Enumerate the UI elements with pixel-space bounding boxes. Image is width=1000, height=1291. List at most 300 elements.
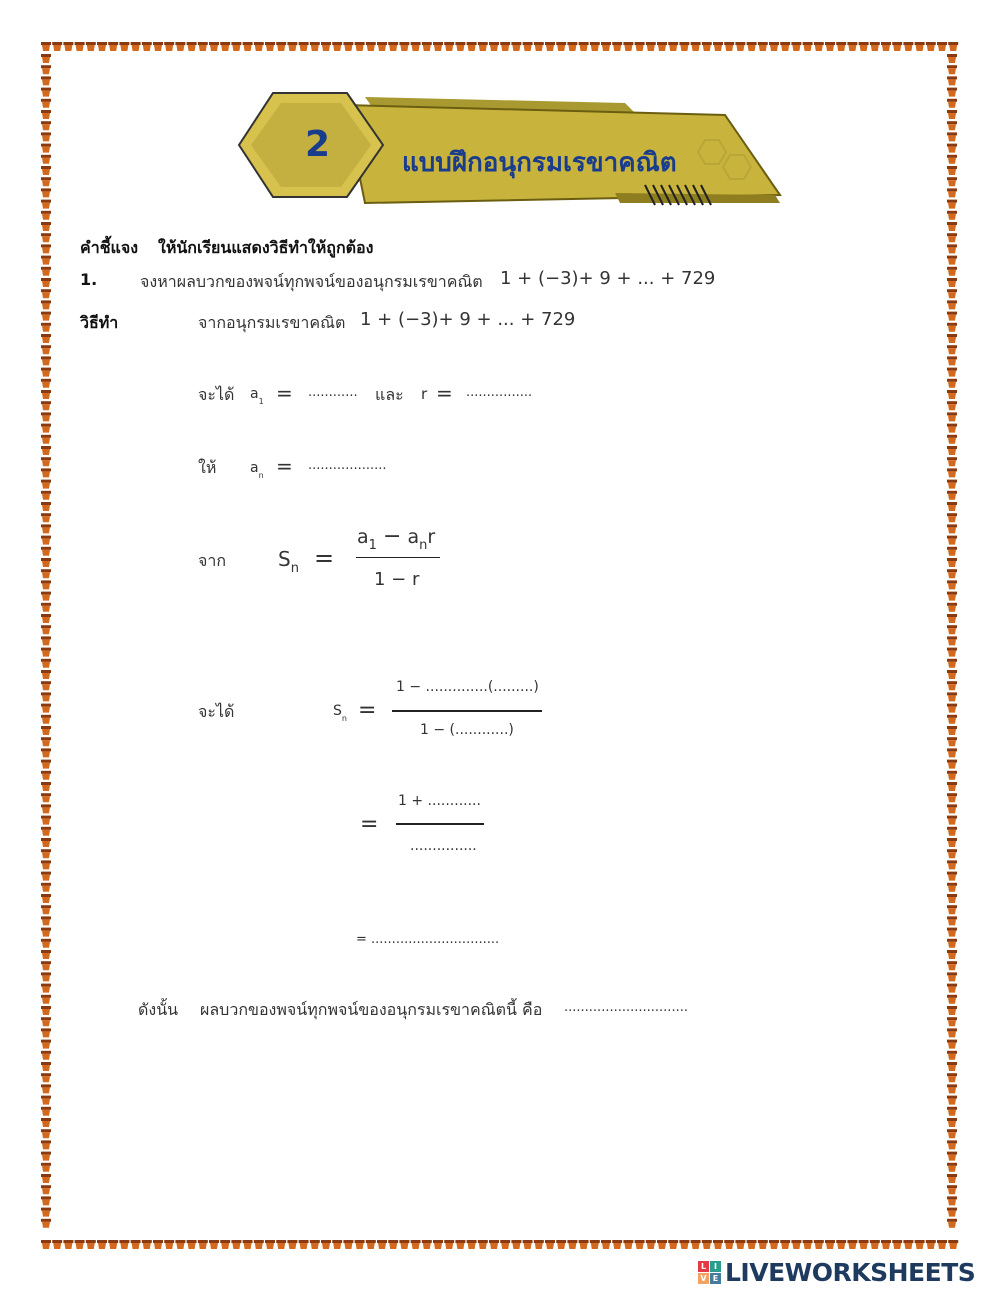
banner-number: 2 [305, 124, 331, 165]
border-pot-icon [635, 42, 645, 51]
border-pot-icon [947, 121, 957, 130]
border-pot-icon [41, 278, 51, 287]
border-pot-icon [41, 961, 51, 970]
border-pot-icon [590, 42, 600, 51]
border-pot-icon [41, 267, 51, 276]
border-pot-icon [41, 580, 51, 589]
border-pot-icon [691, 1240, 701, 1249]
and-text: และ [375, 385, 404, 404]
border-pot-icon [220, 1240, 230, 1249]
border-pot-icon [947, 872, 957, 881]
formula-fraction-bar [356, 557, 440, 558]
from-label: จาก [198, 551, 227, 570]
border-pot-icon [41, 121, 51, 130]
border-pot-icon [265, 1240, 275, 1249]
border-pot-icon [231, 1240, 241, 1249]
border-pot-icon [947, 916, 957, 925]
border-pot-icon [41, 99, 51, 108]
border-pot-icon [41, 1096, 51, 1105]
border-pot-icon [97, 1240, 107, 1249]
step2-numerator[interactable]: 1 + ............ [398, 793, 481, 809]
border-pot-icon [870, 1240, 880, 1249]
border-pot-icon [41, 76, 51, 85]
border-pot-icon [119, 42, 129, 51]
border-pot-icon [220, 42, 230, 51]
border-pot-icon [847, 1240, 857, 1249]
border-pot-icon [947, 1163, 957, 1172]
border-pot-icon [388, 1240, 398, 1249]
let-label: ให้ [198, 458, 217, 477]
border-pot-icon [299, 42, 309, 51]
logo-icon [698, 1261, 721, 1284]
border-pot-icon [881, 1240, 891, 1249]
border-pot-icon [41, 88, 51, 97]
border-pot-icon [41, 547, 51, 556]
step1-numerator[interactable]: 1 − ..............(.........) [396, 679, 539, 695]
num-b-sub: n [419, 538, 428, 553]
border-pot-icon [836, 42, 846, 51]
border-pot-icon [399, 42, 409, 51]
border-pot-icon [947, 748, 957, 757]
border-pot-icon [41, 737, 51, 746]
border-pot-icon [41, 65, 51, 74]
border-pot-icon [947, 334, 957, 343]
border-pot-icon [646, 1240, 656, 1249]
border-pot-icon [534, 1240, 544, 1249]
border-pot-icon [433, 1240, 443, 1249]
border-pot-icon [947, 681, 957, 690]
border-pot-icon [947, 88, 957, 97]
border-pot-icon [164, 1240, 174, 1249]
border-pot-icon [41, 883, 51, 892]
border-pot-icon [187, 1240, 197, 1249]
border-pot-icon [41, 42, 51, 51]
border-pot-icon [825, 42, 835, 51]
num-a-sub: 1 [368, 538, 377, 553]
instruction-label: คำชี้แจง [80, 238, 139, 257]
border-pot-icon [947, 345, 957, 354]
border-pot-icon [119, 1240, 129, 1249]
border-pot-icon [881, 42, 891, 51]
border-pot-icon [444, 42, 454, 51]
border-pot-icon [947, 648, 957, 657]
border-pot-icon [41, 681, 51, 690]
border-pot-icon [947, 491, 957, 500]
border-pot-icon [579, 1240, 589, 1249]
border-pot-icon [63, 42, 73, 51]
border-pot-icon [947, 760, 957, 769]
border-pot-icon [769, 1240, 779, 1249]
border-pot-icon [947, 76, 957, 85]
border-pot-icon [947, 625, 957, 634]
border-pot-icon [41, 1129, 51, 1138]
logo-letter-i: I [710, 1261, 721, 1272]
border-pot-icon [735, 42, 745, 51]
border-pot-icon [947, 435, 957, 444]
solution-series: 1 + (−3)+ 9 + ... + 729 [360, 309, 576, 330]
border-pot-icon [41, 894, 51, 903]
border-pot-icon [724, 1240, 734, 1249]
border-pot-icon [108, 42, 118, 51]
border-pot-icon [41, 356, 51, 365]
border-pot-icon [41, 771, 51, 780]
border-pot-icon [41, 244, 51, 253]
border-pot-icon [41, 670, 51, 679]
border-pot-icon [500, 1240, 510, 1249]
border-pot-icon [489, 42, 499, 51]
border-pot-icon [713, 1240, 723, 1249]
border-pot-icon [947, 905, 957, 914]
a1-equals: = [276, 381, 293, 405]
border-pot-icon [41, 984, 51, 993]
border-pot-icon [947, 1185, 957, 1194]
border-pot-icon [947, 390, 957, 399]
solution-intro: จากอนุกรมเรขาคณิต [198, 313, 346, 332]
banner-title: แบบฝึกอนุกรมเรขาคณิต [402, 148, 677, 178]
r-blank[interactable]: ................ [466, 385, 533, 400]
border-pot-icon [41, 849, 51, 858]
border-pot-icon [433, 42, 443, 51]
border-pot-icon [947, 1129, 957, 1138]
border-pot-icon [41, 592, 51, 601]
sn2-equals: = [358, 698, 377, 723]
border-pot-icon [947, 580, 957, 589]
border-pot-icon [947, 323, 957, 332]
border-pot-icon [467, 42, 477, 51]
border-pot-icon [41, 412, 51, 421]
border-pot-icon [947, 99, 957, 108]
border-pot-icon [41, 1073, 51, 1082]
border-pot-icon [209, 42, 219, 51]
border-pot-icon [41, 177, 51, 186]
border-pot-icon [455, 42, 465, 51]
border-pot-icon [947, 1028, 957, 1037]
border-pot-icon [411, 42, 421, 51]
border-pot-icon [780, 42, 790, 51]
border-pot-icon [41, 1152, 51, 1161]
border-pot-icon [489, 1240, 499, 1249]
border-pot-icon [41, 132, 51, 141]
border-pot-icon [41, 334, 51, 343]
border-pot-icon [276, 42, 286, 51]
border-pot-icon [947, 704, 957, 713]
border-pot-icon [41, 401, 51, 410]
border-pot-icon [814, 1240, 824, 1249]
border-pot-icon [444, 1240, 454, 1249]
sn-letter: S [278, 547, 291, 571]
border-pot-icon [947, 816, 957, 825]
border-pot-icon [377, 1240, 387, 1249]
border-pot-icon [41, 804, 51, 813]
question-text: จงหาผลบวกของพจน์ทุกพจน์ของอนุกรมเรขาคณิต [140, 272, 483, 291]
border-pot-icon [947, 211, 957, 220]
border-pot-icon [601, 1240, 611, 1249]
border-pot-icon [947, 614, 957, 623]
border-pot-icon [947, 1040, 957, 1049]
border-pot-icon [131, 42, 141, 51]
border-pot-icon [41, 390, 51, 399]
border-pot-icon [175, 1240, 185, 1249]
border-pot-icon [321, 42, 331, 51]
border-pot-icon [947, 188, 957, 197]
border-pot-icon [915, 42, 925, 51]
border-pot-icon [265, 42, 275, 51]
border-pot-icon [947, 995, 957, 1004]
border-pot-icon [947, 715, 957, 724]
border-pot-icon [41, 289, 51, 298]
border-pot-icon [747, 42, 757, 51]
border-pot-icon [947, 54, 957, 63]
step2-fraction-bar [396, 823, 484, 825]
border-pot-icon [41, 659, 51, 668]
question-number: 1. [80, 270, 98, 289]
border-pot-icon [724, 42, 734, 51]
border-pot-icon [287, 1240, 297, 1249]
border-pot-icon [198, 1240, 208, 1249]
border-pot-icon [41, 446, 51, 455]
border-pot-icon [948, 1240, 958, 1249]
step1-denominator[interactable]: 1 − (............) [420, 722, 514, 738]
border-pot-icon [332, 42, 342, 51]
border-pot-icon [947, 1062, 957, 1071]
border-pot-icon [41, 950, 51, 959]
border-pot-icon [847, 42, 857, 51]
border-pot-icon [947, 849, 957, 858]
border-pot-icon [41, 491, 51, 500]
border-pot-icon [41, 144, 51, 153]
border-pot-icon [947, 222, 957, 231]
border-pot-icon [947, 267, 957, 276]
an-subscript: n [258, 471, 264, 480]
border-pot-icon [41, 1017, 51, 1026]
border-pot-icon [41, 1240, 51, 1249]
border-pot-icon [41, 558, 51, 567]
border-pot-icon [947, 928, 957, 937]
border-pot-icon [735, 1240, 745, 1249]
border-pot-icon [41, 1219, 51, 1228]
logo-letter-v: V [698, 1273, 709, 1284]
border-pot-icon [310, 1240, 320, 1249]
border-pot-icon [947, 670, 957, 679]
border-pot-icon [41, 1140, 51, 1149]
sn2-symbol [333, 703, 347, 723]
border-pot-icon [75, 42, 85, 51]
border-pot-icon [747, 1240, 757, 1249]
an-letter: a [250, 460, 259, 476]
border-pot-icon [947, 793, 957, 802]
border-pot-icon [947, 177, 957, 186]
border-pot-icon [590, 1240, 600, 1249]
border-pot-icon [947, 144, 957, 153]
border-pot-icon [41, 726, 51, 735]
border-pot-icon [947, 379, 957, 388]
border-pot-icon [131, 1240, 141, 1249]
border-pot-icon [947, 737, 957, 746]
border-pot-icon [41, 715, 51, 724]
border-pot-icon [41, 312, 51, 321]
get2-label: จะได้ [198, 702, 235, 721]
border-pot-icon [635, 1240, 645, 1249]
border-pot-icon [947, 1051, 957, 1060]
border-pot-icon [937, 42, 947, 51]
border-pot-icon [947, 636, 957, 645]
border-pot-icon [41, 838, 51, 847]
border-pot-icon [41, 1006, 51, 1015]
border-pot-icon [948, 42, 958, 51]
border-pot-icon [243, 1240, 253, 1249]
border-pot-icon [41, 760, 51, 769]
border-pot-icon [41, 625, 51, 634]
border-pot-icon [947, 1219, 957, 1228]
formula-denominator: 1 − r [374, 569, 420, 590]
border-pot-icon [903, 42, 913, 51]
border-pot-icon [691, 42, 701, 51]
border-pot-icon [41, 1118, 51, 1127]
border-pot-icon [276, 1240, 286, 1249]
border-pot-icon [500, 42, 510, 51]
border-pot-icon [355, 42, 365, 51]
border-pot-icon [41, 1208, 51, 1217]
border-pot-icon [41, 793, 51, 802]
border-pot-icon [657, 42, 667, 51]
border-pot-icon [366, 1240, 376, 1249]
border-pot-icon [52, 1240, 62, 1249]
border-pot-icon [780, 1240, 790, 1249]
border-pot-icon [713, 42, 723, 51]
border-pot-icon [41, 188, 51, 197]
a1-letter: a [250, 386, 259, 402]
border-pot-icon [287, 42, 297, 51]
r-equals: = [436, 381, 453, 405]
border-pot-icon [668, 42, 678, 51]
border-pot-icon [903, 1240, 913, 1249]
border-pot-icon [41, 155, 51, 164]
border-pot-icon [947, 356, 957, 365]
border-pot-icon [947, 110, 957, 119]
border-pot-icon [41, 860, 51, 869]
border-pot-icon [947, 368, 957, 377]
border-pot-icon [947, 592, 957, 601]
border-pot-icon [523, 42, 533, 51]
border-pot-icon [947, 1118, 957, 1127]
border-pot-icon [758, 1240, 768, 1249]
sn2-subscript: n [341, 714, 347, 723]
an-blank[interactable]: ................... [308, 458, 387, 473]
border-pot-icon [947, 256, 957, 265]
border-pot-icon [947, 424, 957, 433]
border-pot-icon [892, 42, 902, 51]
solution-label: วิธีทำ [80, 313, 119, 332]
liveworksheets-logo[interactable] [698, 1258, 975, 1286]
border-pot-icon [679, 1240, 689, 1249]
border-pot-icon [175, 42, 185, 51]
step3-result[interactable]: = ............................... [356, 932, 500, 947]
border-pot-icon [343, 1240, 353, 1249]
border-pot-icon [63, 1240, 73, 1249]
border-pot-icon [769, 42, 779, 51]
border-pot-icon [947, 513, 957, 522]
border-pot-icon [803, 1240, 813, 1249]
border-pot-icon [41, 256, 51, 265]
a1-subscript: 1 [258, 397, 264, 406]
border-pot-icon [947, 961, 957, 970]
border-pot-icon [467, 1240, 477, 1249]
border-pot-icon [41, 603, 51, 612]
step2-denominator[interactable]: ............... [410, 838, 477, 854]
border-pot-icon [511, 1240, 521, 1249]
get-label: จะได้ [198, 385, 235, 404]
border-pot-icon [947, 1152, 957, 1161]
border-pot-icon [41, 524, 51, 533]
border-pot-icon [41, 468, 51, 477]
border-pot-icon [254, 1240, 264, 1249]
border-pot-icon [41, 536, 51, 545]
border-pot-icon [209, 1240, 219, 1249]
border-pot-icon [41, 480, 51, 489]
border-pot-icon [523, 1240, 533, 1249]
border-pot-icon [623, 42, 633, 51]
border-pot-icon [545, 1240, 555, 1249]
border-pot-icon [41, 368, 51, 377]
border-pot-icon [41, 1084, 51, 1093]
sn-symbol [278, 547, 299, 576]
border-pot-icon [947, 480, 957, 489]
border-pot-icon [41, 636, 51, 645]
border-pot-icon [142, 1240, 152, 1249]
border-pot-icon [915, 1240, 925, 1249]
border-pot-icon [41, 748, 51, 757]
border-pot-icon [947, 312, 957, 321]
border-pot-icon [892, 1240, 902, 1249]
border-pot-icon [947, 894, 957, 903]
border-pot-icon [164, 42, 174, 51]
border-pot-icon [366, 42, 376, 51]
border-pot-icon [623, 1240, 633, 1249]
border-pot-icon [321, 1240, 331, 1249]
step2-equals: = [360, 812, 379, 837]
border-pot-icon [947, 558, 957, 567]
border-pot-icon [947, 1073, 957, 1082]
logo-text: LIVEWORKSHEETS [725, 1257, 976, 1287]
border-pot-icon [41, 200, 51, 209]
border-pot-icon [947, 782, 957, 791]
border-pot-icon [567, 42, 577, 51]
conclusion-blank[interactable]: .............................. [564, 1000, 688, 1015]
border-pot-icon [187, 42, 197, 51]
border-pot-icon [947, 524, 957, 533]
border-pot-icon [478, 1240, 488, 1249]
border-pot-icon [198, 42, 208, 51]
border-pot-icon [814, 42, 824, 51]
r-symbol: r [421, 385, 428, 403]
border-pot-icon [41, 379, 51, 388]
border-pot-icon [947, 1208, 957, 1217]
border-pot-icon [947, 838, 957, 847]
border-pot-icon [947, 972, 957, 981]
border-pot-icon [86, 1240, 96, 1249]
border-pot-icon [947, 446, 957, 455]
border-pot-icon [545, 42, 555, 51]
border-pot-icon [947, 65, 957, 74]
a1-blank[interactable]: ............ [308, 385, 358, 400]
border-pot-icon [41, 782, 51, 791]
border-pot-icon [947, 536, 957, 545]
border-pot-icon [86, 42, 96, 51]
border-pot-icon [947, 502, 957, 511]
border-pot-icon [947, 289, 957, 298]
conclusion-label: ดังนั้น [138, 1000, 179, 1019]
border-pot-icon [377, 42, 387, 51]
